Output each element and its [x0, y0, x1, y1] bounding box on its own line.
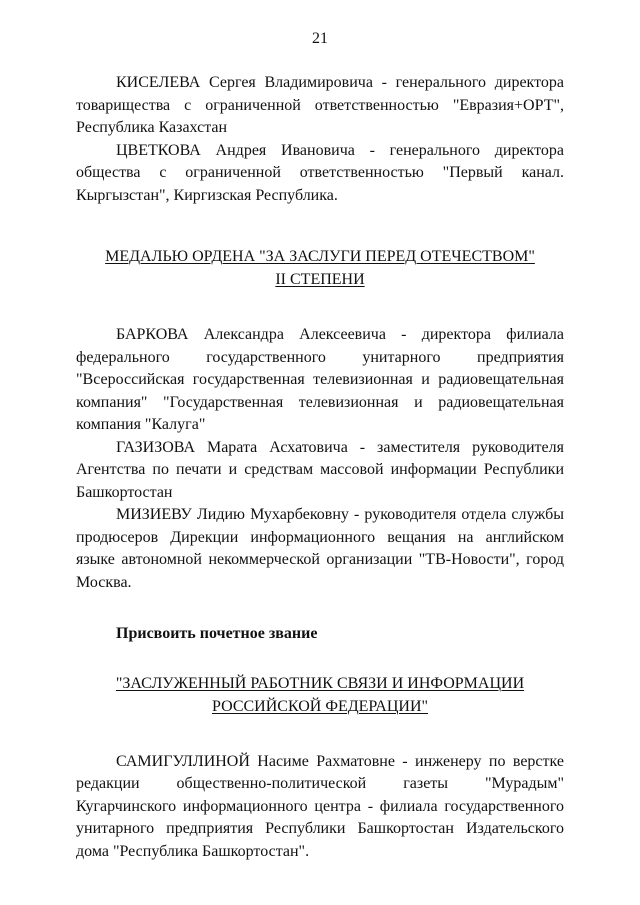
award-heading-title-line1: "ЗАСЛУЖЕННЫЙ РАБОТНИК СВЯЗИ И ИНФОРМАЦИИ	[115, 674, 525, 692]
award-entry-samigullina: САМИГУЛЛИНОЙ Насиме Рахматовне - инженеру по верстке редакции общественно-политической газеты "Мурадым" Кугарчинского информационного центра - филиала государственного унитарного предприятия Республики Башкортостан Издательского дома "Республика Башкортостан".	[76, 752, 564, 860]
award-entry-mizieva: МИЗИЕВУ Лидию Мухарбековну - руководителя отдела службы продюсеров Дирекции информационного вещания на английском языке автономной некоммерческой организации "ТВ-Новости", город Москва.	[76, 506, 564, 591]
award-heading-medal-line2: II СТЕПЕНИ	[275, 271, 365, 288]
award-entry-tsvetkov: ЦВЕТКОВА Андрея Ивановича - генерального директора общества с ограниченной ответственностью "Первый канал. Кыргызстан", Киргизская Республика.	[76, 141, 564, 204]
document-body	[76, 72, 564, 863]
award-heading-medal-line1: МЕДАЛЬЮ ОРДЕНА "ЗА ЗАСЛУГИ ПЕРЕД ОТЕЧЕСТВОМ"	[105, 248, 535, 265]
section-subheading: Присвоить почетное звание	[116, 625, 318, 642]
page-number: 21	[312, 30, 328, 47]
award-entry-gazizov: ГАЗИЗОВА Марата Асхатовича - заместителя руководителя Агентства по печати и средствам массовой информации Республики Башкортостан	[76, 438, 564, 501]
award-entry-barkov: БАРКОВА Александра Алексеевича - директора филиала федерального государственного унитарного предприятия "Всероссийская государственная телевизионная и радиовещательная компания" "Государственная телевизионная и радиовещательная компания "Калуга"	[76, 326, 564, 433]
award-entry-kiseleva: КИСЕЛЕВА Сергея Владимировича - генерального директора товарищества с ограниченной ответственностью "Евразия+ОРТ", Республика Казахстан	[76, 74, 564, 136]
award-heading-title-line2: РОССИЙСКОЙ ФЕДЕРАЦИИ"	[211, 697, 429, 715]
